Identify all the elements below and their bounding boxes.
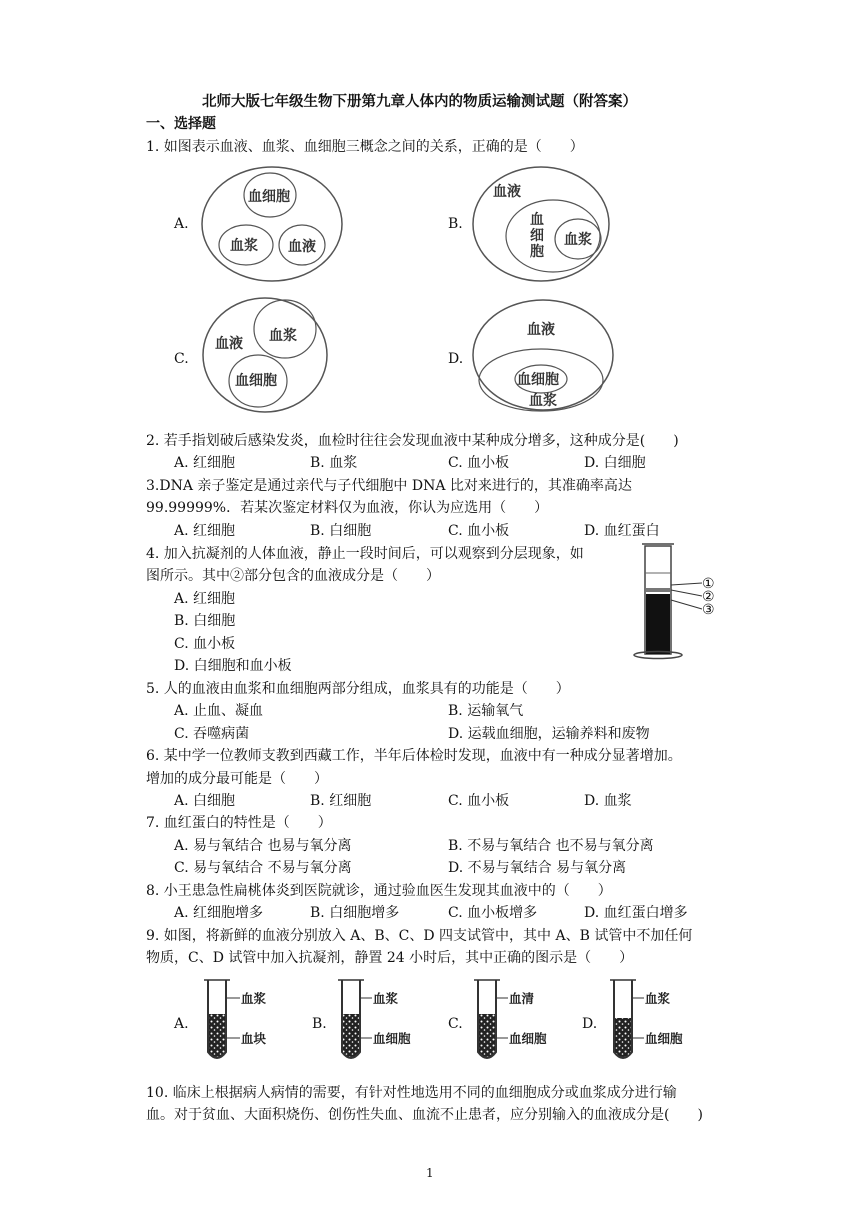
label-blood: 血液 (527, 322, 555, 338)
q8-option-d: D. 血红蛋白增多 (584, 905, 688, 921)
q2-option-a: A. 红细胞 (174, 455, 236, 471)
figure-label-b: B. (448, 216, 463, 232)
label-cells: 血细胞 (517, 372, 559, 388)
question-7-stem: 7. 血红蛋白的特性是（ ） (146, 815, 332, 831)
label-cells: 血细胞 (235, 373, 277, 389)
tube-a-top-label: 血浆 (241, 991, 267, 1006)
q5-option-b: B. 运输氧气 (448, 703, 524, 719)
label-blood: 血液 (215, 336, 243, 352)
question-3-line1: 3.DNA 亲子鉴定是通过亲代与子代细胞中 DNA 比对来进行的，其准确率高达 (146, 478, 632, 494)
label-plasma: 血浆 (529, 393, 557, 409)
tube-b-top-label: 血浆 (373, 991, 399, 1006)
q5-option-d: D. 运载血细胞，运输养料和废物 (448, 726, 650, 742)
question-4-line1: 4. 加入抗凝剂的人体血液，静止一段时间后，可以观察到分层现象，如 (146, 546, 584, 562)
q3-option-c: C. 血小板 (448, 523, 510, 539)
mark-1: ① (702, 576, 715, 592)
label-plasma: 血浆 (564, 232, 592, 248)
q2-option-b: B. 血浆 (310, 455, 358, 471)
section-heading: 一、选择题 (146, 116, 216, 132)
q7-option-d: D. 不易与氧结合 易与氧分离 (448, 860, 627, 876)
question-1-stem: 1. 如图表示血液、血浆、血细胞三概念之间的关系，正确的是（ ） (146, 139, 584, 155)
tube-d-bottom-label: 血细胞 (645, 1031, 683, 1046)
q7-option-a: A. 易与氧结合 也易与氧分离 (174, 838, 352, 854)
tube-label-a: A. (174, 1016, 189, 1032)
tube-c-top-label: 血清 (509, 991, 535, 1006)
label-blood: 血液 (493, 184, 521, 200)
question-6-line2: 增加的成分最可能是（ ） (146, 771, 328, 787)
q4-option-b: B. 白细胞 (174, 613, 236, 629)
q2-option-d: D. 白细胞 (584, 455, 646, 471)
layer-3 (646, 594, 670, 654)
q2-option-c: C. 血小板 (448, 455, 510, 471)
label-blood: 血液 (288, 239, 316, 255)
page-title: 北师大版七年级生物下册第九章人体内的物质运输测试题（附答案） (202, 93, 637, 110)
question-9-line1: 9. 如图，将新鲜的血液分别放入 A、B、C、D 四支试管中，其中 A、B 试管中不加任何 (146, 928, 693, 944)
tube-label-c: C. (448, 1016, 463, 1032)
question-2-stem: 2. 若手指划破后感染发炎，血检时往往会发现血液中某种成分增多，这种成分是( ) (146, 433, 679, 449)
q6-option-b: B. 红细胞 (310, 793, 372, 809)
question-9-line2: 物质，C、D 试管中加入抗凝剂，静置 24 小时后，其中正确的图示是（ ） (146, 950, 634, 966)
question-10-line1: 10. 临床上根据病人病情的需要，有针对性地选用不同的血细胞成分或血浆成分进行输 (146, 1085, 677, 1101)
label-c3: 胞 (530, 244, 544, 260)
question-1-figure (160, 162, 620, 422)
circle-blood (202, 167, 342, 281)
label-c1: 血 (530, 212, 544, 228)
tube-d-top-label: 血浆 (645, 991, 671, 1006)
figure-label-d: D. (448, 351, 464, 367)
q4-test-tube-figure (630, 540, 720, 665)
q5-option-a: A. 止血、凝血 (174, 703, 264, 719)
tube-b (338, 980, 411, 1058)
circle-blood (203, 298, 327, 412)
page-number: 1 (426, 1166, 434, 1180)
tube-a-bottom-label: 血块 (241, 1031, 267, 1046)
q8-option-c: C. 血小板增多 (448, 905, 538, 921)
q8-option-b: B. 白细胞增多 (310, 905, 400, 921)
tube-label-b: B. (312, 1016, 327, 1032)
tube-c-bottom-label: 血细胞 (509, 1031, 547, 1046)
layer-2 (646, 588, 670, 592)
question-3-line2: 99.99999%．若某次鉴定材料仅为血液，你认为应选用（ ） (146, 500, 549, 516)
q3-option-a: A. 红细胞 (174, 523, 236, 539)
q6-option-a: A. 白细胞 (174, 793, 236, 809)
figure-label-c: C. (174, 351, 189, 367)
mark-2: ② (702, 589, 715, 605)
label-c2: 细 (530, 228, 544, 244)
label-plasma: 血浆 (269, 328, 297, 344)
q4-option-c: C. 血小板 (174, 636, 236, 652)
question-10-line2: 血。对于贫血、大面积烧伤、创伤性失血、血流不止患者，应分别输入的血液成分是( ) (146, 1107, 703, 1123)
mark-3: ③ (702, 602, 715, 618)
q4-option-d: D. 白细胞和血小板 (174, 658, 292, 674)
tube-label-d: D. (582, 1016, 598, 1032)
tube-c (474, 980, 547, 1058)
question-4-line2: 图所示。其中②部分包含的血液成分是（ ） (146, 568, 440, 584)
figure-label-a: A. (174, 216, 189, 232)
question-5-stem: 5. 人的血液由血浆和血细胞两部分组成，血浆具有的功能是（ ） (146, 681, 570, 697)
q6-option-d: D. 血浆 (584, 793, 632, 809)
question-6-line1: 6. 某中学一位教师支教到西藏工作，半年后体检时发现，血液中有一种成分显著增加。 (146, 748, 682, 764)
label-cells: 血细胞 (248, 189, 290, 205)
q7-option-c: C. 易与氧结合 不易与氧分离 (174, 860, 352, 876)
tube-d (610, 980, 683, 1058)
q8-option-a: A. 红细胞增多 (174, 905, 264, 921)
question-9-figure (168, 972, 708, 1072)
q4-option-a: A. 红细胞 (174, 591, 236, 607)
q3-option-d: D. 血红蛋白 (584, 523, 660, 539)
question-8-stem: 8. 小王患急性扁桃体炎到医院就诊，通过验血医生发现其血液中的（ ） (146, 883, 612, 899)
label-plasma: 血浆 (230, 238, 258, 254)
q5-option-c: C. 吞噬病菌 (174, 726, 250, 742)
q6-option-c: C. 血小板 (448, 793, 510, 809)
tube-a (204, 980, 267, 1058)
tube-b-bottom-label: 血细胞 (373, 1031, 411, 1046)
q3-option-b: B. 白细胞 (310, 523, 372, 539)
q7-option-b: B. 不易与氧结合 也不易与氧分离 (448, 838, 654, 854)
